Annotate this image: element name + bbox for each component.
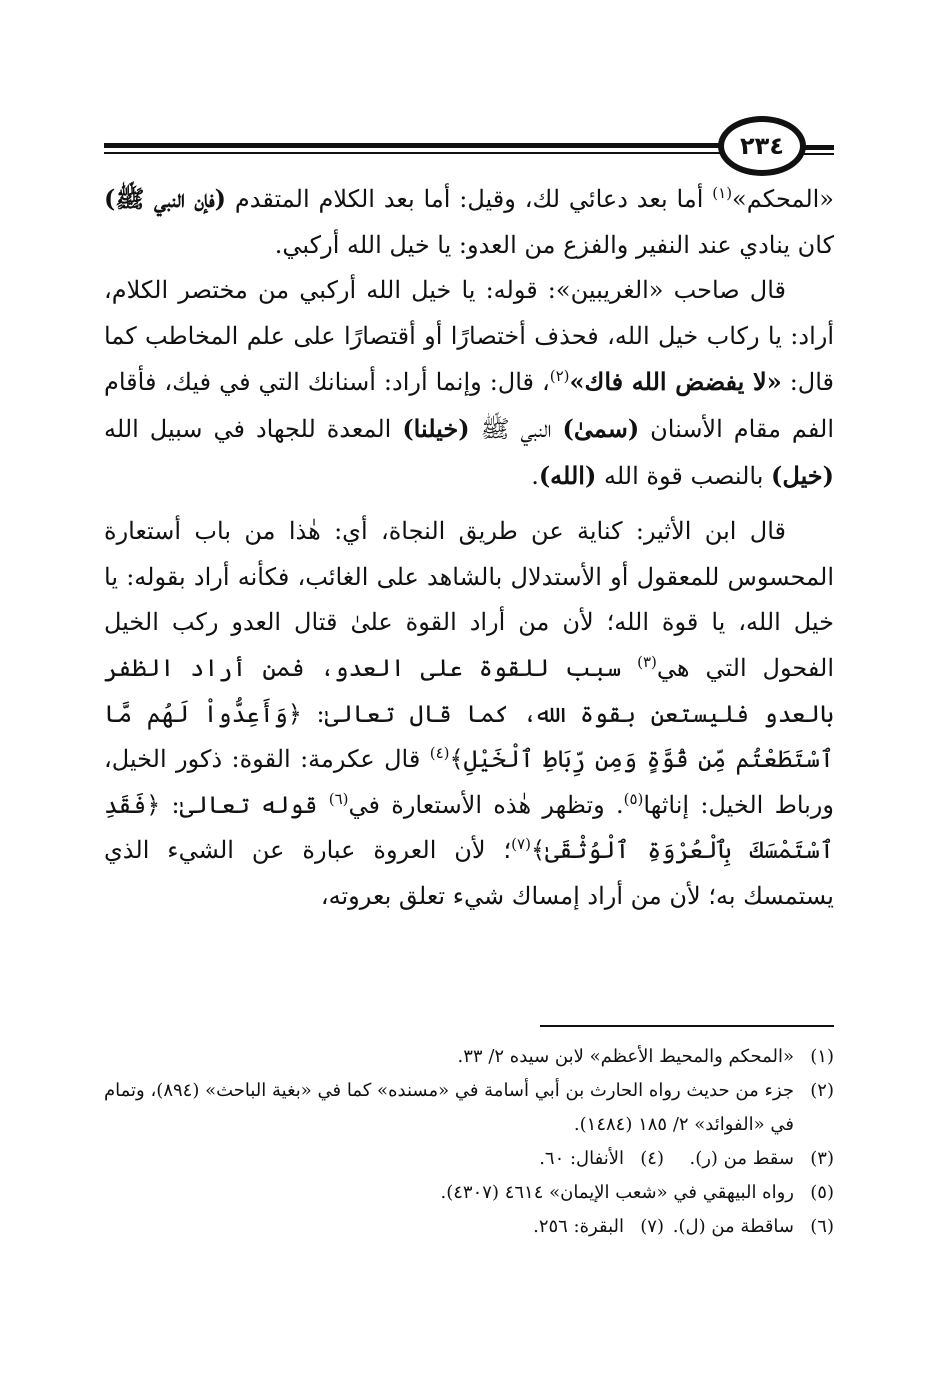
header-rule-right-thin <box>804 153 834 155</box>
footnote-ref-1[interactable]: (١) <box>712 184 733 202</box>
footnote-text: جزء من حديث رواه الحارث بن أبي أسامة في «مسنده» كما في «بغية الباحث» (٨٩٤)، وتمام في «الفوائد» ٢/ ١٨٥ (١٤٨٤). <box>104 1080 795 1135</box>
footnote-4 <box>494 1142 664 1176</box>
footnote-text: سقط من (ر). <box>689 1148 794 1169</box>
bold-text: (خيلنا) <box>402 413 470 443</box>
footnote-2 <box>104 1074 834 1142</box>
header-rule-thin <box>104 152 724 154</box>
page-number-medallion <box>718 116 806 176</box>
paragraph-2 <box>104 268 834 499</box>
bold-text: (الله) <box>538 460 597 490</box>
footnote-text: ساقطة من (ل). <box>672 1216 794 1237</box>
paragraph-1 <box>104 176 834 268</box>
footnote-5 <box>104 1176 834 1210</box>
footnote-number: (٣) <box>810 1148 834 1169</box>
text-run: قوله تعالىٰ: ﴿فَقَدِ ٱسْتَمْسَكَ بِٱلْعُرْوَةِ ٱلْوُثْقَىٰ﴾ <box>104 790 834 865</box>
text-run: . وتظهر هٰذه الأستعارة في <box>348 790 624 819</box>
footnote-text: الأنفال: ٦٠. <box>539 1148 624 1169</box>
footnote-number: (١) <box>810 1046 834 1067</box>
text-run: قال ابن الأثير: كناية عن طريق النجاة، أي: هٰذا من باب أستعارة المحسوس للمعقول أو الأستدلال بالشاهد على الغائب، فكأنه أراد بقوله: يا خيل الله، يا قوة الله؛ لأن من أراد القوة علىٰ قتال العدو ركب الخيل الفحول التي هي <box>104 517 835 682</box>
footnote-ref-6[interactable]: (٦) <box>328 789 349 808</box>
footnote-text: رواه البيهقي في «شعب الإيمان» ٤٦١٤ (٤٣٠٧). <box>440 1182 794 1203</box>
footnote-6 <box>664 1210 834 1244</box>
footnote-number: (٦) <box>810 1216 834 1237</box>
text-run: أما بعد دعائي لك، وقيل: أما بعد الكلام المتقدم <box>226 185 713 213</box>
header-rule-thick <box>104 143 724 148</box>
footnote-ref-5[interactable]: (٥) <box>623 789 644 808</box>
footnote-3 <box>664 1142 834 1176</box>
footnote-row-6-7 <box>104 1210 834 1244</box>
page-number: ٢٣٤ <box>740 132 784 160</box>
footnote-ref-4[interactable]: (٤) <box>429 744 450 763</box>
text-run: ، قال: وإنما أراد: أسنانك التي في فيك، فأقام الفم مقام الأسنان <box>104 368 834 443</box>
text-run: كان ينادي عند النفير والفزع من العدو: يا خيل الله أركبي. <box>274 230 834 259</box>
header-rule-right <box>804 145 834 150</box>
footnote-number: (٢) <box>810 1080 834 1101</box>
text-run: المعدة للجهاد في سبيل الله <box>104 414 403 443</box>
bold-text: «لا يفضض الله فاك» <box>569 367 782 397</box>
footnote-text: البقرة: ٢٥٦. <box>533 1216 624 1237</box>
footnote-7 <box>494 1210 664 1244</box>
bold-text: (سمىٰ) <box>562 413 640 443</box>
footnote-ref-3[interactable]: (٣) <box>637 652 657 671</box>
page-header <box>104 112 834 182</box>
bold-text: (فإن النبي ﷺ) <box>104 184 227 213</box>
footnote-ref-2[interactable]: (٢) <box>549 367 570 386</box>
main-text <box>104 176 834 920</box>
footnote-1 <box>104 1040 834 1074</box>
footnote-number: (٤) <box>640 1148 664 1169</box>
footnote-ref-7[interactable]: (٧) <box>511 835 531 854</box>
footnote-separator <box>540 1025 834 1027</box>
paragraph-3 <box>104 509 834 919</box>
text-run: سبب للقوة على العدو، فمن أراد الظفر بالعدو فليستعن بقوة الله، كما قال تعالىٰ: ﴿وَأَعِدُّواْ لَهُم مَّا ٱسْتَطَعْتُم مِّن قُوَّةٍ وَمِن رِّبَاطِ ٱلْخَيْلِ﴾ <box>104 653 834 774</box>
text-run: قال عكرمة: القوة: ذكور الخيل، ورباط الخيل: إناثها <box>104 745 834 819</box>
text-run: «المحكم» <box>732 185 834 213</box>
footnotes <box>104 1040 834 1244</box>
text-run: ؛ لأن العروة عبارة عن الشيء الذي يستمسك به؛ لأن من أراد إمساك شيء تعلق بعروته، <box>104 836 834 910</box>
text-run: قال صاحب «الغريبين»: قوله: يا خيل الله أركبي من مختصر الكلام، أراد: يا ركاب خيل الله، فحذف أختصارًا أو أقتصارًا على علم المخاطب كما قال: <box>104 276 835 397</box>
footnote-row-3-4 <box>104 1142 834 1176</box>
bold-text: (خيل) <box>771 460 834 490</box>
footnote-text: «المحكم والمحيط الأعظم» لابن سيده ٢/ ٣٣. <box>457 1046 794 1067</box>
text-run: بالنصب قوة الله <box>596 461 772 490</box>
footnote-number: (٧) <box>640 1216 664 1237</box>
text-run: النبي ﷺ <box>469 414 563 443</box>
footnote-number: (٥) <box>810 1182 834 1203</box>
text-run: . <box>531 461 539 490</box>
